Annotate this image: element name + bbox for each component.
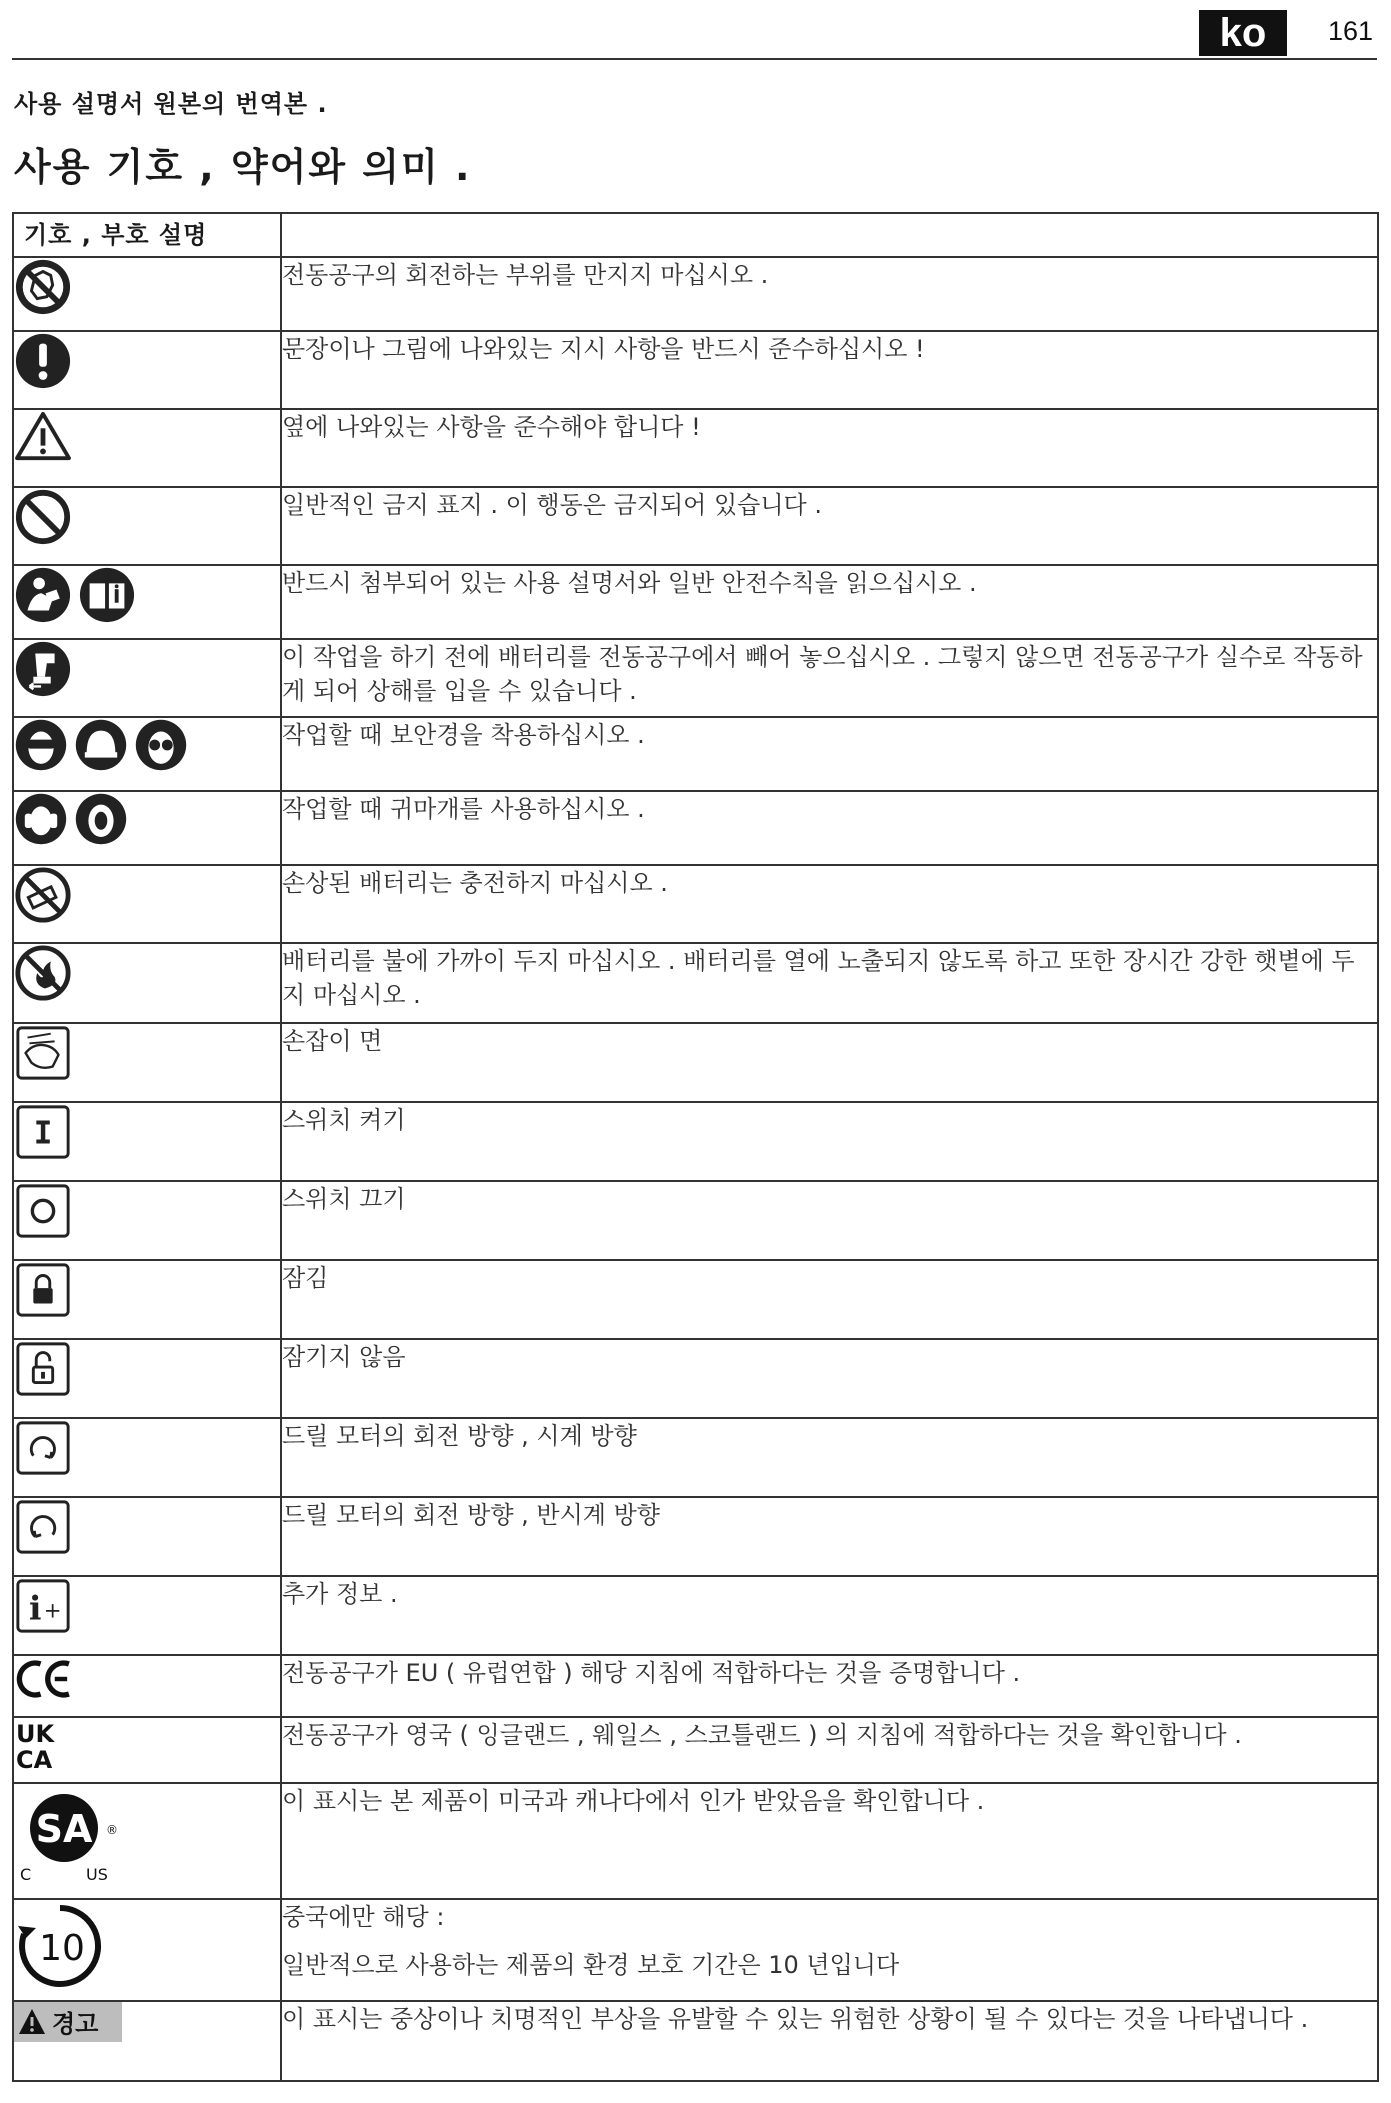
table-row: [13, 565, 1378, 639]
table-row: [13, 257, 1378, 331]
row-text: 전동공구가 영국 ( 잉글랜드 , 웨일스 , 스코틀랜드 ) 의 지침에 적합하다는 것을 확인합니다 .: [281, 1717, 1378, 1783]
table-row: [13, 1102, 1378, 1181]
table-row: [13, 1717, 1378, 1783]
ukca-mark-icon: [14, 1718, 64, 1772]
warning-badge-icon: [14, 2002, 122, 2042]
row-text-block: [281, 1899, 1378, 2001]
header-symbol-col: 기호 , 부호 설명: [13, 213, 281, 257]
row-text: 손상된 배터리는 충전하지 마십시오 .: [281, 865, 1378, 943]
grip-surface-icon: [14, 1024, 72, 1082]
row-text: 이 표시는 본 제품이 미국과 캐나다에서 인가 받았음을 확인합니다 .: [281, 1783, 1378, 1899]
rotate-clockwise-icon: [14, 1419, 72, 1477]
warning-triangle-icon: [14, 410, 72, 462]
svg-text:i: i: [29, 1588, 42, 1628]
table-row: [13, 639, 1378, 717]
table-row: [13, 1576, 1378, 1655]
table-row: [13, 1339, 1378, 1418]
svg-text:경고: 경고: [52, 2010, 99, 2038]
row-text: 일반적인 금지 표지 . 이 행동은 금지되어 있습니다 .: [281, 487, 1378, 565]
row-text: 반드시 첨부되어 있는 사용 설명서와 일반 안전수칙을 읽으십시오 .: [281, 565, 1378, 639]
switch-off-icon: [14, 1182, 72, 1240]
row-text: 문장이나 그림에 나와있는 지시 사항을 반드시 준수하십시오 !: [281, 331, 1378, 409]
info-plus-icon: [14, 1577, 72, 1635]
read-manual-icon: [14, 566, 280, 624]
svg-text:10: 10: [39, 1928, 85, 1969]
table-row: [13, 1899, 1378, 2001]
section-title: 사용 기호 , 약어와 의미 .: [14, 145, 472, 189]
row-text-secondary: 일반적으로 사용하는 제품의 환경 보호 기간은 10 년입니다: [282, 1951, 900, 1979]
svg-text:US: US: [86, 1865, 108, 1884]
no-touch-rotating-icon: [14, 258, 72, 316]
safety-goggles-icon: [14, 718, 280, 772]
row-text: 잠김: [281, 1260, 1378, 1339]
ce-mark-icon: [14, 1656, 76, 1702]
svg-text:C: C: [20, 1865, 32, 1884]
ear-protection-icon: [14, 792, 280, 846]
svg-text:®: ®: [106, 1823, 118, 1837]
row-text: 손잡이 면: [281, 1023, 1378, 1102]
header-description-col: [281, 213, 1378, 257]
row-text: 이 작업을 하기 전에 배터리를 전동공구에서 빼어 놓으십시오 . 그렇지 않으면 전동공구가 실수로 작동하게 되어 상해를 입을 수 있습니다 .: [281, 639, 1378, 717]
face-shield-icon: [74, 718, 128, 772]
svg-text:UK: UK: [16, 1720, 55, 1748]
table-row: [13, 1655, 1378, 1717]
earmuffs-icon: [14, 792, 68, 846]
row-text: 전동공구의 회전하는 부위를 만지지 마십시오 .: [281, 257, 1378, 331]
table-row: [13, 409, 1378, 487]
svg-text:SA: SA: [35, 1807, 93, 1851]
table-row: [13, 1418, 1378, 1497]
table-row: [13, 2001, 1378, 2081]
page-number: 161: [1327, 16, 1373, 46]
face-glasses-icon: [134, 718, 188, 772]
table-row: [13, 791, 1378, 865]
person-reading-icon: [14, 566, 72, 624]
row-text: 스위치 켜기: [281, 1102, 1378, 1181]
table-row: [13, 1260, 1378, 1339]
rotate-counterclockwise-icon: [14, 1498, 72, 1556]
manual-book-icon: [78, 566, 136, 624]
no-charge-damaged-battery-icon: [14, 866, 72, 924]
prohibition-icon: [14, 488, 72, 546]
row-text: 배터리를 불에 가까이 두지 마십시오 . 배터리를 열에 노출되지 않도록 하고 또한 장시간 강한 햇볕에 두지 마십시오 .: [281, 943, 1378, 1023]
switch-on-icon: [14, 1103, 72, 1161]
csa-mark-icon: [14, 1784, 124, 1884]
no-fire-battery-icon: [14, 944, 72, 1002]
table-row: [13, 943, 1378, 1023]
table-row: [13, 1181, 1378, 1260]
table-row: [13, 487, 1378, 565]
table-row: [13, 865, 1378, 943]
table-row: [13, 717, 1378, 791]
symbols-table: [12, 212, 1379, 2082]
row-text: 드릴 모터의 회전 방향 , 반시계 방향: [281, 1497, 1378, 1576]
page-header: [12, 10, 1377, 60]
row-text: 추가 정보 .: [281, 1576, 1378, 1655]
language-tab: ko: [1199, 10, 1287, 56]
row-text: 작업할 때 보안경을 착용하십시오 .: [281, 717, 1378, 791]
row-text: 스위치 끄기: [281, 1181, 1378, 1260]
mandatory-action-icon: [14, 332, 72, 390]
svg-text:CA: CA: [16, 1746, 53, 1772]
table-row: [13, 331, 1378, 409]
remove-battery-icon: [14, 640, 72, 698]
row-text: 작업할 때 귀마개를 사용하십시오 .: [281, 791, 1378, 865]
lock-icon: [14, 1261, 72, 1319]
row-text: 옆에 나와있는 사항을 준수해야 합니다 !: [281, 409, 1378, 487]
unlock-icon: [14, 1340, 72, 1398]
document-subtitle: 사용 설명서 원본의 번역본 .: [14, 90, 328, 118]
china-10-years-icon: [14, 1900, 106, 1992]
table-header-row: [13, 213, 1378, 257]
row-text: 이 표시는 중상이나 치명적인 부상을 유발할 수 있는 위험한 상황이 될 수 있다는 것을 나타냅니다 .: [281, 2001, 1378, 2081]
row-text: 중국에만 해당 :: [282, 1903, 445, 1931]
table-row: [13, 1023, 1378, 1102]
table-row: [13, 1497, 1378, 1576]
svg-text:I: I: [33, 1115, 53, 1152]
ear-plug-icon: [74, 792, 128, 846]
row-text: 전동공구가 EU ( 유럽연합 ) 해당 지침에 적합하다는 것을 증명합니다 .: [281, 1655, 1378, 1717]
svg-text:+: +: [43, 1598, 62, 1624]
face-goggles-icon: [14, 718, 68, 772]
row-text: 잠기지 않음: [281, 1339, 1378, 1418]
table-row: [13, 1783, 1378, 1899]
row-text: 드릴 모터의 회전 방향 , 시계 방향: [281, 1418, 1378, 1497]
